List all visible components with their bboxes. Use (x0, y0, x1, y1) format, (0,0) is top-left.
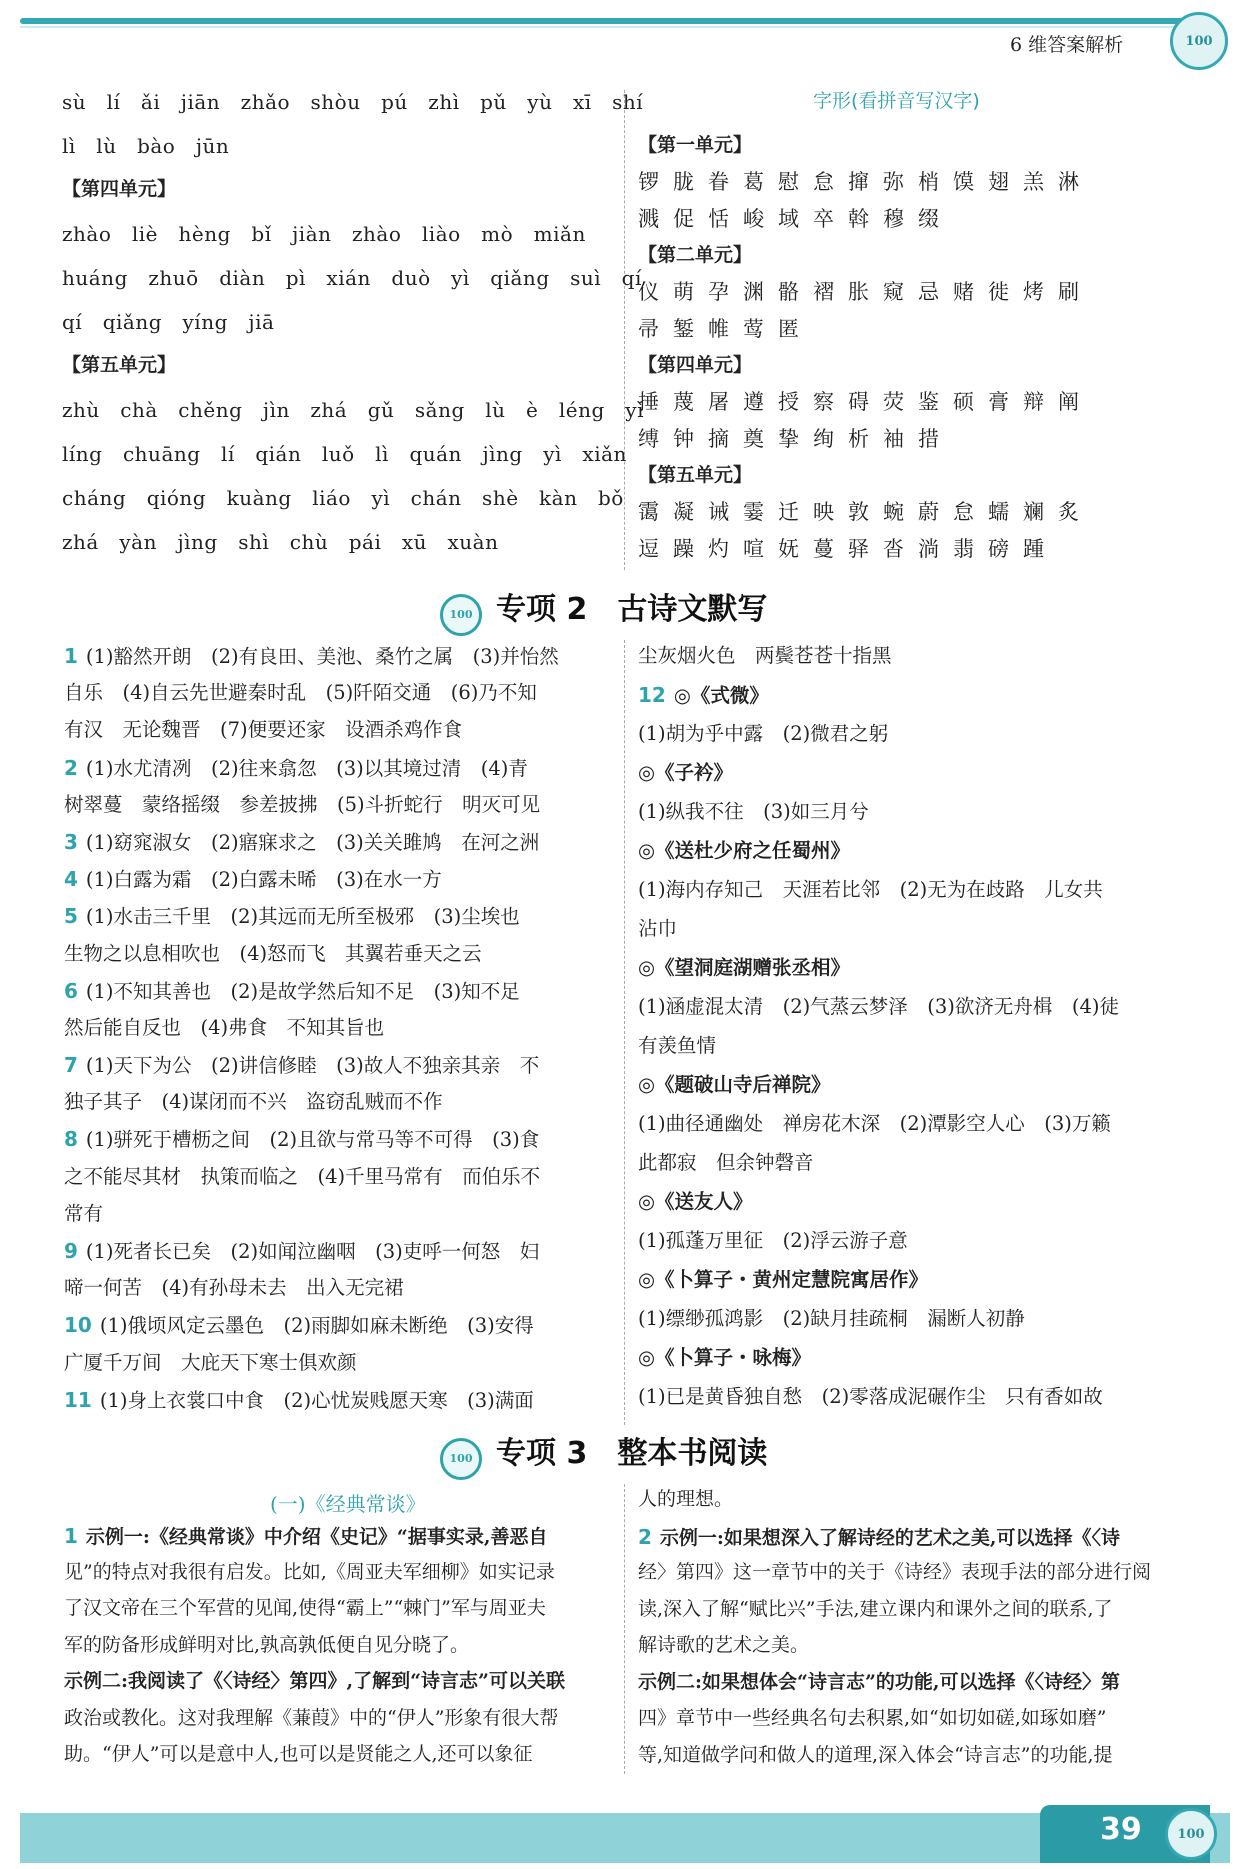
hanzi-line: 捶蔑屠遵授察碍荧鉴硕膏辩阐 (638, 390, 1093, 414)
answer-text: ◎《送友人》 (638, 1190, 753, 1213)
answer-text: 啼一何苦 (4)有孙母未去 出入无完裙 (64, 1276, 404, 1300)
question-number: 9 (64, 1239, 78, 1263)
answer-text: ◎《题破山寺后禅院》 (638, 1073, 831, 1096)
answer-text: 示例一:如果想深入了解诗经的艺术之美,可以选择《〈诗 (659, 1526, 1121, 1549)
section3-left-column (64, 1526, 624, 1782)
question-number: 7 (64, 1053, 78, 1078)
pinyin-line: zhá yàn jìng shì chù pái xū xuàn (62, 530, 499, 554)
unit-label: 【第二单元】 (638, 244, 753, 266)
answer-text: (1)窈窕淑女 (2)寤寐求之 (3)关关雎鸠 在河之洲 (85, 830, 540, 854)
answer-line (64, 1129, 619, 1166)
hanzi-line: 霭凝诫霎迁映敦蜿蔚怠蠕斓炙 (638, 500, 1093, 524)
answer-text: 广厦千万间 大庇天下寒士俱欢颜 (64, 1350, 357, 1374)
answer-line (638, 880, 1198, 919)
answer-line (64, 829, 619, 869)
answer-line (638, 1524, 1198, 1564)
answer-text: 经〉第四》这一章节中的关于《诗经》表现手法的部分进行阅 (638, 1561, 1152, 1583)
question-number: 4 (64, 867, 78, 892)
answer-line (638, 685, 1198, 724)
answer-text: ◎《卜算子・咏梅》 (638, 1346, 812, 1369)
answer-line (64, 646, 619, 683)
answer-text: 之不能尽其材 执策而临之 (4)千里马常有 而伯乐不 (64, 1164, 541, 1188)
answer-line (64, 1055, 619, 1092)
question-number: 1 (64, 1524, 78, 1548)
hanzi-line: 溅促恬峻域卒斡穆缀 (638, 207, 953, 231)
answer-line (638, 1348, 1198, 1387)
section2-right-column (638, 646, 1198, 1426)
column-divider (624, 640, 626, 1425)
answer-line (64, 1015, 619, 1055)
answer-line (638, 1114, 1198, 1153)
answer-text: 人的理想。 (638, 1488, 734, 1510)
pinyin-column (62, 90, 645, 576)
answer-text: 独子其子 (4)谋闭而不兴 盗窃乱贼而不作 (64, 1090, 443, 1114)
answer-line (64, 755, 619, 795)
section3-heading (440, 1428, 767, 1480)
question-number: 12 (638, 683, 666, 707)
answer-text: 示例二:如果想体会“诗言志”的功能,可以选择《〈诗经〉第 (638, 1670, 1120, 1693)
hanzi-column (638, 92, 1198, 576)
pinyin-line: cháng qióng kuàng liáo yì chán shè kàn bǒ (62, 486, 624, 510)
answer-line (638, 1636, 1198, 1673)
answer-line (64, 869, 619, 906)
unit-label: 【第四单元】 (638, 354, 753, 376)
answer-line (64, 1164, 619, 1204)
question-number: 10 (64, 1313, 92, 1338)
unit5-label: 【第五单元】 (62, 354, 177, 376)
answer-line (638, 1075, 1198, 1114)
answer-text: (1)俄顷风定云墨色 (2)雨脚如麻未断绝 (3)安得 (99, 1314, 534, 1338)
answer-text: (1)天下为公 (2)讲信修睦 (3)故人不独亲其亲 不 (85, 1054, 540, 1078)
answer-text: 沾巾 (638, 917, 678, 940)
answer-line (64, 1241, 619, 1278)
answer-line (638, 1563, 1198, 1600)
answer-line (638, 1192, 1198, 1231)
answer-line (638, 1387, 1198, 1426)
hanzi-line: 帚錾帷莺匿 (638, 317, 813, 341)
answer-line (64, 1278, 619, 1315)
answer-text: (1)涵虚混太清 (2)气蒸云梦泽 (3)欲济无舟楫 (4)徒 (638, 995, 1119, 1018)
answer-text: ◎《子衿》 (638, 761, 734, 784)
answer-line (64, 792, 619, 832)
answer-text: 等,知道做学问和做人的道理,深入体会“诗言志”的功能,提 (638, 1743, 1113, 1766)
page-number: 39 (1100, 1812, 1142, 1847)
pinyin-line: lì lù bào jūn (62, 134, 230, 158)
answer-line (64, 1315, 619, 1352)
question-number: 11 (64, 1387, 92, 1412)
answer-text: (1)不知其善也 (2)是故学然后知不足 (3)知不足 (85, 979, 520, 1003)
answer-text: (1)豁然开朗 (2)有良田、美池、桑竹之属 (3)并怡然 (85, 645, 559, 668)
header-bar (20, 18, 1190, 24)
pinyin-line: zhào liè hèng bǐ jiàn zhào liào mò miǎn (62, 222, 586, 246)
answer-text: (1)胡为乎中露 (2)微君之躬 (638, 722, 889, 745)
mascot-icon: 100 (1165, 1808, 1217, 1860)
section2-title: 专项 2 古诗文默写 (496, 592, 768, 627)
answer-text: 树翠蔓 蒙络摇缀 参差披拂 (5)斗折蛇行 明灭可见 (64, 792, 541, 816)
answer-text: 生物之以息相吹也 (4)怒而飞 其翼若垂天之云 (64, 941, 482, 965)
unit4-label: 【第四单元】 (62, 178, 177, 200)
hanzi-line: 锣胧眷葛慰怠撺弥梢馍翅羔淋 (638, 170, 1093, 194)
answer-text: (1)白露为霜 (2)白露未晞 (3)在水一方 (85, 868, 442, 892)
question-number: 3 (64, 829, 78, 854)
answer-text: 读,深入了解“赋比兴”手法,建立课内和课外之间的联系,了 (638, 1597, 1113, 1620)
answer-text: 见”的特点对我很有启发。比如,《周亚夫军细柳》如实记录 (64, 1560, 555, 1583)
question-number: 5 (64, 904, 78, 929)
answer-text: 有羡鱼情 (638, 1034, 717, 1057)
answer-text: 自乐 (4)自云先世避秦时乱 (5)阡陌交通 (6)乃不知 (64, 681, 537, 705)
glyph-section-title: 字形(看拼音写汉字) (813, 90, 980, 112)
answer-text: (1)水击三千里 (2)其远而无所至极邪 (3)尘埃也 (85, 905, 520, 929)
answer-line (64, 1201, 619, 1241)
answer-line (638, 1709, 1198, 1746)
question-number: 8 (64, 1127, 78, 1152)
pinyin-line: huáng zhuō diàn pì xián duò yì qiǎng suì qí (62, 266, 642, 290)
section2-left-column (64, 646, 619, 1427)
answer-line (638, 958, 1198, 997)
answer-text: ◎《式微》 (673, 684, 769, 707)
answer-line (64, 1672, 624, 1709)
answer-line (64, 1599, 624, 1636)
answer-text: (1)死者长已矣 (2)如闻泣幽咽 (3)吏呼一何怒 妇 (85, 1240, 540, 1263)
answer-line (638, 802, 1198, 841)
hanzi-line: 逗躁灼喧妩蔓驿沓淌翡磅踵 (638, 537, 1058, 561)
answer-text: (1)缥缈孤鸿影 (2)缺月挂疏桐 漏断人初静 (638, 1307, 1025, 1330)
mascot-icon: 100 (1170, 12, 1228, 70)
answer-text: 了汉文帝在三个军营的见闻,使得“霸上”“棘门”军与周亚夫 (64, 1597, 546, 1619)
answer-text: (1)水尤清冽 (2)往来翕忽 (3)以其境过清 (4)青 (85, 756, 528, 780)
answer-text: 常有 (64, 1201, 104, 1225)
answer-line (64, 1350, 619, 1390)
answer-line (64, 683, 619, 720)
header-bar-line (20, 26, 1190, 28)
pinyin-line: líng chuāng lí qián luǒ lì quán jìng yì xiǎn (62, 442, 627, 466)
question-number: 2 (638, 1524, 652, 1549)
answer-text: (1)纵我不往 (3)如三月兮 (638, 800, 869, 823)
answer-text: ◎《卜算子・黄州定慧院寓居作》 (638, 1268, 929, 1291)
section2-heading (440, 584, 767, 636)
answer-text: (1)骈死于槽枥之间 (2)且欲与常马等不可得 (3)食 (85, 1128, 540, 1152)
answer-line (64, 720, 619, 757)
answer-text: 然后能自反也 (4)弗食 不知其旨也 (64, 1015, 385, 1039)
answer-line (64, 1526, 624, 1563)
answer-line (638, 646, 1198, 685)
answer-line (64, 1092, 619, 1129)
question-number: 2 (64, 755, 78, 780)
answer-line (638, 919, 1198, 958)
section3-title: 专项 3 整本书阅读 (496, 1436, 768, 1471)
answer-line (638, 1743, 1198, 1783)
answer-text: 示例一:《经典常谈》中介绍《史记》“据事实录,善恶自 (85, 1526, 548, 1548)
answer-line (64, 1633, 624, 1673)
answer-line (638, 1231, 1198, 1270)
answer-line (64, 1387, 619, 1427)
answer-line (638, 997, 1198, 1036)
answer-line (64, 906, 619, 943)
answer-text: ◎《望洞庭湖赠张丞相》 (638, 956, 851, 979)
answer-text: 有汉 无论魏晋 (7)便要还家 设酒杀鸡作食 (64, 718, 463, 742)
answer-line (638, 1153, 1198, 1192)
answer-line (64, 941, 619, 981)
answer-line (64, 1706, 624, 1746)
answer-text: (1)身上衣裳口中食 (2)心忧炭贱愿天寒 (3)满面 (99, 1388, 534, 1412)
question-number: 1 (64, 644, 78, 668)
answer-line (638, 1309, 1198, 1348)
pinyin-line: zhù chà chěng jìn zhá gǔ sǎng lù è léng yì (62, 398, 645, 422)
answer-line (638, 1036, 1198, 1075)
answer-line (638, 1270, 1198, 1309)
column-divider (624, 90, 626, 570)
unit-label: 【第五单元】 (638, 464, 753, 486)
answer-text: ◎《送杜少府之任蜀州》 (638, 839, 851, 862)
hanzi-line: 缚钟摘奠挚绚析袖措 (638, 427, 953, 451)
answer-line (638, 1597, 1198, 1637)
answer-line (638, 763, 1198, 802)
answer-line (638, 1670, 1198, 1710)
answer-line (64, 1745, 624, 1782)
answer-text: 示例二:我阅读了《〈诗经〉第四》,了解到“诗言志”可以关联 (64, 1670, 565, 1692)
answer-line (638, 724, 1198, 763)
hanzi-line: 仪萌孕渊骼褶胀窥忌赌徙烤刷 (638, 280, 1093, 304)
section-badge-icon: 100 (440, 1438, 482, 1480)
answer-line (638, 1490, 1198, 1527)
unit-label: 【第一单元】 (638, 134, 753, 156)
answer-text: (1)曲径通幽处 禅房花木深 (2)潭影空人心 (3)万籁 (638, 1112, 1111, 1135)
answer-text: 政治或教化。这对我理解《蒹葭》中的“伊人”形象有很大帮 (64, 1706, 559, 1729)
answer-text: (1)已是黄昏独自愁 (2)零落成泥碾作尘 只有香如故 (638, 1385, 1103, 1408)
answer-line (64, 978, 619, 1018)
section-badge-icon: 100 (440, 594, 482, 636)
column-divider (624, 1484, 626, 1774)
answer-text: (1)孤蓬万里征 (2)浮云游子意 (638, 1229, 908, 1252)
answer-text: 助。“伊人”可以是意中人,也可以是贤能之人,还可以象征 (64, 1743, 533, 1765)
pinyin-line: sù lí ǎi jiān zhǎo shòu pú zhì pǔ yù xī shí (62, 90, 644, 114)
question-number: 6 (64, 978, 78, 1003)
header-title: 6 维答案解析 (1010, 34, 1124, 56)
answer-text: (1)海内存知己 天涯若比邻 (2)无为在歧路 儿女共 (638, 878, 1103, 901)
section3-right-column (638, 1490, 1198, 1782)
answer-text: 军的防备形成鲜明对比,孰高孰低便自见分晓了。 (64, 1633, 470, 1656)
answer-text: 四》章节中一些经典名句去积累,如“如切如磋,如琢如磨” (638, 1707, 1107, 1729)
answer-text: 尘灰烟火色 两鬓苍苍十指黑 (638, 644, 892, 667)
section3-subtitle: (一)《经典常谈》 (270, 1492, 426, 1516)
answer-line (638, 841, 1198, 880)
answer-text: 此都寂 但余钟磬音 (638, 1151, 814, 1174)
answer-line (64, 1560, 624, 1600)
answer-text: 解诗歌的艺术之美。 (638, 1634, 810, 1656)
pinyin-line: qí qiǎng yíng jiā (62, 310, 275, 334)
